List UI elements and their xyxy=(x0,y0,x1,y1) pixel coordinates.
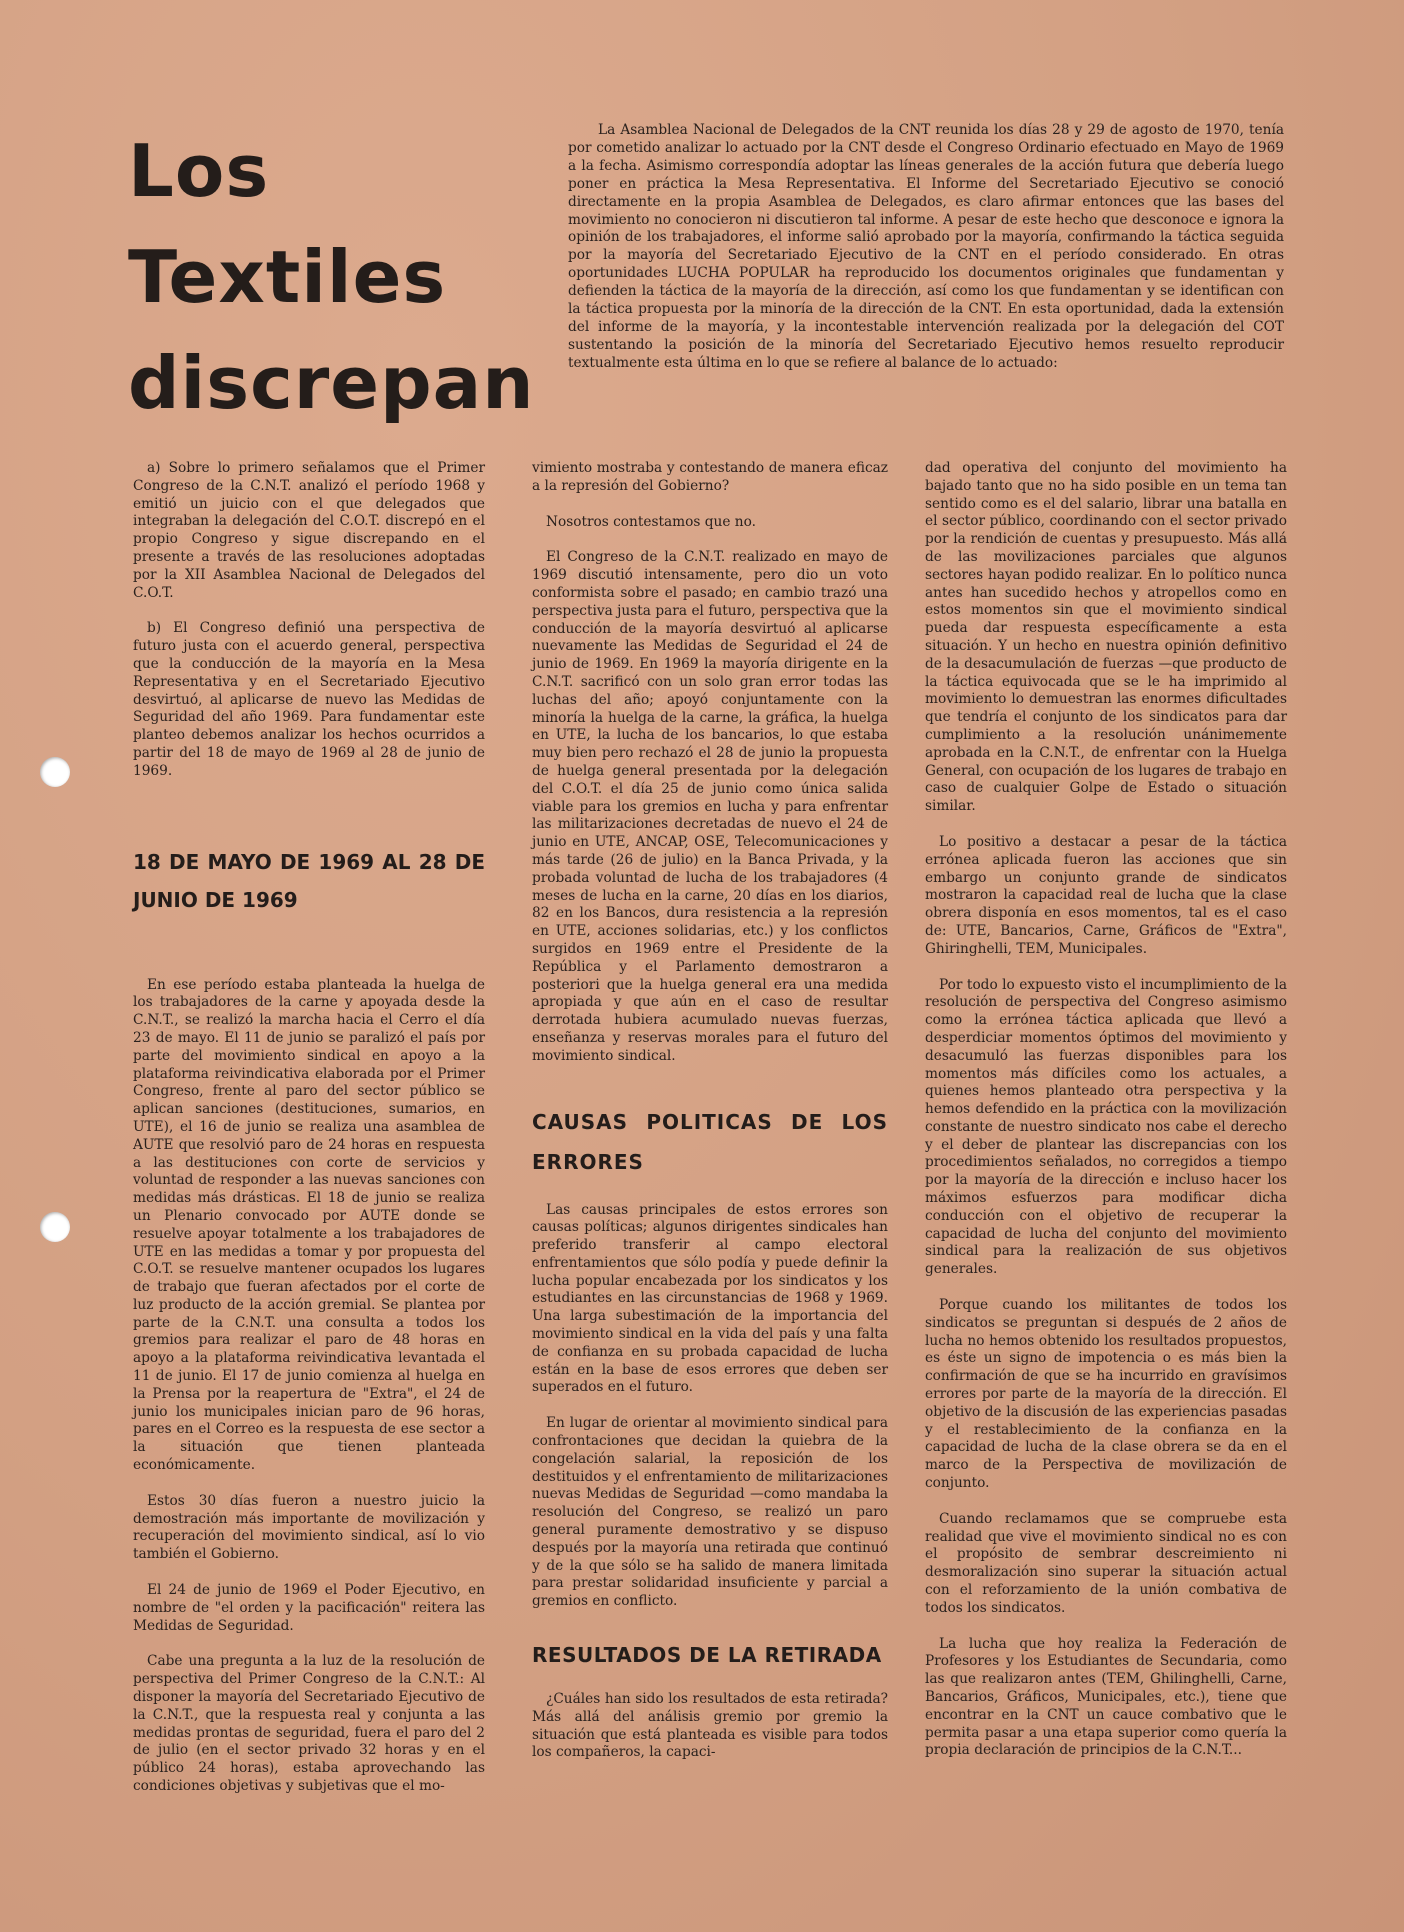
paragraph: En lugar de orientar al movimiento sindical para confrontaciones que decidan la quiebra de la congelación salarial, la reposición de los destituidos y el enfrentamiento de militarizaciones nuevas Medidas de Seguridad —como mandaba la resolución del Congreso, se realizó un paro general puramente demostrativo y se dispuso después por la mayoría una retirada que continuó y de la que sólo se ha salido de manera limitada para prestar solidaridad insuficiente y parcial a gremios en conflicto. xyxy=(532,1415,888,1610)
paragraph: Cuando reclamamos que se compruebe esta realidad que vive el movimiento sindical no es con el propósito de sembrar descreimiento ni desmoralización sino superar la situación actual con el reforzamiento de la unión combativa de todos los sindicatos. xyxy=(925,1510,1287,1616)
paragraph: Lo positivo a destacar a pesar de la táctica errónea aplicada fueron las acciones que sin embargo un conjunto grande de sindicatos mostraron la capacidad real de lucha que la clase obrera disponía en esos momentos, tal es el caso de: UTE, Bancarios, Carne, Gráficos de "Extra", Ghiringhelli, TEM, Municipales. xyxy=(925,833,1287,957)
paragraph: Las causas principales de estos errores son causas políticas; algunos dirigentes sindicales han preferido transferir al campo electoral enfrentamientos que sólo podía y puede definir la lucha popular encabezada por los sindicatos y los estudiantes en las circunstancias de 1968 y 1969. Una larga subestimación de la importancia del movimiento sindical en la vida del país y una falta de confianza en su probada capacidad de lucha están en la base de esos errores que deben ser superados en el futuro. xyxy=(532,1201,888,1396)
paragraph: Porque cuando los militantes de todos los sindicatos se preguntan si después de 2 años de lucha no hemos obtenido los resultados propuestos, es éste un signo de impotencia o es más bien la confirmación de que se ha incurrido en gravísimos errores por parte de la mayoría de la dirección. El objetivo de la discusión de las experiencias pasadas y el restablecimiento de la confianza en la capacidad de lucha de la clase obrera se da en el marco de la Perspectiva de movilización de conjunto. xyxy=(925,1297,1287,1492)
column-2 xyxy=(532,460,888,1780)
punch-hole xyxy=(40,1212,70,1242)
intro-paragraph: La Asamblea Nacional de Delegados de la CNT reunida los días 28 y 29 de agosto de 1970, tenía por cometido analizar lo actuado por la CNT desde el Congreso Ordinario efectuado en Mayo de 1969 a la fecha. Asimismo correspondía adoptar las líneas generales de la acción futura que debería luego poner en práctica la Mesa Representativa. El Informe del Secretariado Ejecutivo se conoció directamente en la propia Asamblea de Delegados, es claro afirmar entonces que las bases del movimiento no conocieron ni discutieron tal informe. A pesar de este hecho que desconoce e ignora la opinión de los trabajadores, el informe salió aprobado por la mayoría, confirmando la táctica seguida por la mayoría del Secretariado Ejecutivo de la CNT en el período considerado. En otras oportunidades LUCHA POPULAR ha reproducido los documentos originales que fundamentan y defienden la táctica de la mayoría de la dirección, así como los que fundamentan y se identifican con la táctica propuesta por la minoría de la dirección de la CNT. En esta oportunidad, dada la extensión del informe de la mayoría, y la incontestable intervención realizada por la delegación del COT sustentando la posición de la minoría del Secretariado Ejecutivo hemos resuelto reproducir textualmente esta última en lo que se refiere al balance de lo actuado: xyxy=(568,122,1284,371)
paragraph: vimiento mostraba y contestando de manera eficaz a la represión del Gobierno? xyxy=(532,460,888,494)
title-line: discrepan xyxy=(128,341,535,425)
paragraph: La lucha que hoy realiza la Federación de Profesores y los Estudiantes de Secundaria, como las que realizaron antes (TEM, Ghilinghelli, Carne, Bancarios, Gráficos, Municipales, etc.), tiene que encontrar en la CNT un cauce combativo que le permita pasar a una etapa superior como quería la propia declaración de principios de la C.N.T... xyxy=(925,1635,1287,1759)
paragraph: ¿Cuáles han sido los resultados de esta retirada? Más allá del análisis gremio por gremio la situación que está planteada es visible para todos los compañeros, la capaci- xyxy=(532,1691,888,1761)
section-heading: RESULTADOS DE LA RETIRADA xyxy=(532,1643,882,1668)
paragraph: Cabe una pregunta a la luz de la resolución de perspectiva del Primer Congreso de la C.N.T.: Al disponer la mayoría del Secretariado Ejecutivo de la C.N.T., que la respuesta real y conjunta a las medidas prontas de seguridad, fuera el paro del 2 de julio (en el sector privado 32 horas y en el público 24 horas), estaba aprovechando las condiciones objetivas y subjetivas que el mo- xyxy=(133,1653,485,1795)
section-heading: 18 DE MAYO DE 1969 AL 28 DE JUNIO DE 1969 xyxy=(133,849,485,912)
paragraph: Estos 30 días fueron a nuestro juicio la demostración más importante de movilización y recuperación del movimiento sindical, así lo vio también el Gobierno. xyxy=(133,1492,485,1563)
section-heading: CAUSAS POLITICAS DE LOS ERRORES xyxy=(532,1109,888,1174)
article-title xyxy=(128,118,535,436)
paragraph: Por todo lo expuesto visto el incumplimiento de la resolución de perspectiva del Congreso asimismo como la errónea táctica aplicada que llevó a desperdiciar momentos óptimos del movimiento y desacumuló las fuerzas disponibles para los momentos más difíciles como los actuales, a quienes hemos planteado otra perspectiva y la hemos defendido en la práctica con la movilización constante de nuestro sindicato nos cabe el derecho y el deber de plantear las discrepancias con los procedimientos señalados, no corregidos a tiempo por la mayoría de la dirección e incluso hacer los máximos esfuerzos para modificar dicha conducción con el objetivo de recuperar la capacidad de lucha del conjunto del movimiento sindical para la realización de sus objetivos generales. xyxy=(925,976,1287,1278)
paragraph: En ese período estaba planteada la huelga de los trabajadores de la carne y apoyada desde la C.N.T., se realizó la marcha hacia el Cerro el día 23 de mayo. El 11 de junio se paralizó el país por parte del movimiento sindical en apoyo a la plataforma reivindicativa elaborada por el Primer Congreso, frente al paro del sector público se aplican sanciones (destituciones, sumarios, en UTE), el 16 de junio se realiza una asamblea de AUTE que resolvió paro de 24 horas en respuesta a las destituciones con corte de servicios y voluntad de responder a las nuevas sanciones con medidas más drásticas. El 18 de junio se realiza un Plenario convocado por AUTE donde se resuelve apoyar totalmente a los trabajadores de UTE en las medidas a tomar y por propuesta del C.O.T. se resuelve mantener ocupados los lugares de trabajo que fueran afectados por el corte de luz producto de la acción gremial. Se plantea por parte de la C.N.T. una consulta a todos los gremios para realizar el paro de 48 horas en apoyo a la plataforma reivindicativa levantada el 11 de junio. El 17 de junio comienza al huelga en la Prensa por la reapertura de "Extra", el 24 de junio los municipales inician paro de 96 horas, pares en el Correo es la respuesta de ese sector a la situación que tienen planteada económicamente. xyxy=(133,976,485,1474)
paragraph: El Congreso de la C.N.T. realizado en mayo de 1969 discutió intensamente, pero dio un voto conformista sobre el pasado; en cambio trazó una perspectiva justa para el futuro, perspectiva que la conducción de la mayoría desvirtuó al aplicarse nuevamente las Medidas de Seguridad el 24 de junio de 1969. En 1969 la mayoría dirigente en la C.N.T. sacrificó con un solo gran error todas las luchas del año; apoyó conjuntamente con la minoría la huelga de la carne, la gráfica, la huelga en UTE, la lucha de los bancarios, lo que estaba muy bien pero rechazó el 28 de junio la propuesta de huelga general presentada por la delegación del C.O.T. el día 25 de junio como única salida viable para los gremios en lucha y para enfrentar las militarizaciones decretadas de nuevo el 24 de junio en UTE, ANCAP, OSE, Telecomunicaciones y más tarde (26 de julio) en la Banca Privada, y la probada voluntad de lucha de los trabajadores (4 meses de lucha en la carne, 20 días en los diarios, 82 en los Bancos, dura resistencia a la represión en UTE, acciones solidarias, etc.) y los conflictos surgidos en 1969 entre el Presidente de la República y el Parlamento demostraron a posteriori que la huelga general era una medida apropiada y que aún en el caso de resultar derrotada hubiera acumulado nuevas fuerzas, enseñanza y reservas morales para el futuro del movimiento sindical. xyxy=(532,549,888,1064)
title-line: Textiles xyxy=(128,235,447,319)
paragraph: a) Sobre lo primero señalamos que el Primer Congreso de la C.N.T. analizó el período 1968 y emitió un juicio con el que delegados que integraban la delegación del C.O.T. discrepó en el propio Congreso y sigue discrepando en el presente a través de las resoluciones adoptadas por la XII Asamblea Nacional de Delegados del C.O.T. xyxy=(133,460,485,601)
paragraph: dad operativa del conjunto del movimiento ha bajado tanto que no ha sido posible en un tema tan sentido como es el del salario, librar una batalla en el sector público, coordinando con el sector privado por la rendición de cuentas y presupuesto. Más allá de las movilizaciones parciales que algunos sectores hayan podido realizar. En lo político nunca antes han sucedido hechos y atropellos como en estos momentos sin que el movimiento sindical pueda dar respuesta específicamente a esta situación. Y un hecho en nuestra opinión definitivo de la desacumulación de fuerzas —que producto de la táctica equivocada que se le ha imprimido al movimiento lo demuestran las enormes dificultades que tendría el conjunto de los sindicatos para dar cumplimiento a la resolución unánimemente aprobada en la C.N.T., de enfrentar con la Huelga General, con ocupación de los lugares de trabajo en caso de cualquier Golpe de Estado o situación similar. xyxy=(925,460,1287,815)
paragraph: b) El Congreso definió una perspectiva de futuro justa con el acuerdo general, perspectiva que la conducción de la mayoría en la Mesa Representativa y en el Secretariado Ejecutivo desvirtuó, al aplicarse de nuevo las Medidas de Seguridad del año 1969. Para fundamentar este planteo debemos analizar los hechos ocurridos a partir del 18 de mayo de 1969 al 28 de junio de 1969. xyxy=(133,620,485,779)
punch-hole xyxy=(40,757,70,787)
column-1 xyxy=(133,460,485,1814)
paragraph: El 24 de junio de 1969 el Poder Ejecutivo, en nombre de "el orden y la pacificación" reitera las Medidas de Seguridad. xyxy=(133,1582,485,1634)
title-line: Los xyxy=(128,129,270,213)
column-3 xyxy=(925,460,1287,1778)
paragraph: Nosotros contestamos que no. xyxy=(546,513,756,530)
